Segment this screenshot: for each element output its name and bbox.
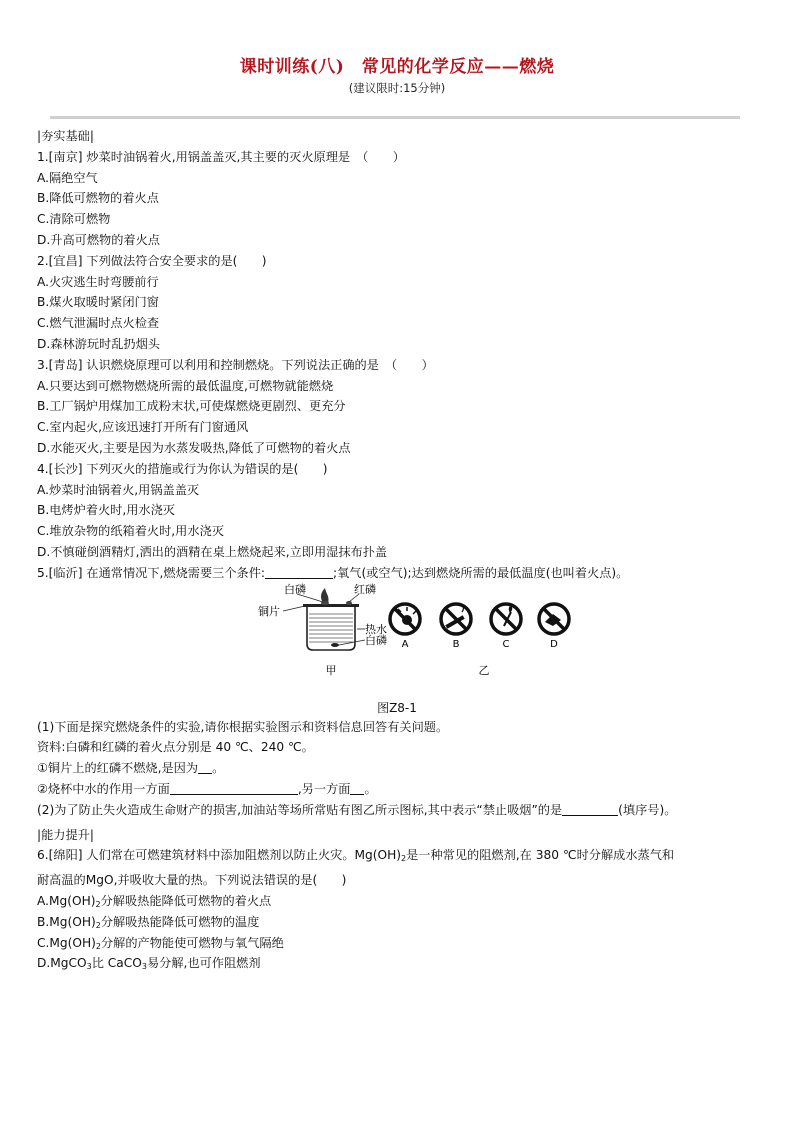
q4-option-a: A.炒菜时油锅着火,用锅盖盖灭 (37, 482, 200, 497)
q3-option-b: B.工厂锅炉用煤加工成粉末状,可使煤燃烧更剧烈、更充分 (37, 399, 346, 414)
header-divider (50, 116, 740, 119)
q2-option-b: B.煤火取暖时紧闭门窗 (37, 295, 159, 310)
icon-letter-c: C (502, 638, 510, 650)
submerged-white-phosphorus (331, 643, 339, 647)
page-title: 课时训练(八) 常见的化学反应——燃烧 (239, 57, 555, 77)
q1-option-a: A.隔绝空气 (37, 170, 98, 185)
q6-option-b: $B.Mg(OH)_2$分解吸热能降低可燃物的温度 (37, 914, 260, 930)
question-body (37, 126, 757, 974)
q5-stem (37, 563, 757, 584)
icon-letter-d: D (550, 638, 558, 650)
label-white-phosphorus-top: 白磷 (284, 582, 306, 596)
q1-option-b: B.降低可燃物的着火点 (37, 191, 159, 206)
label-jia: 甲 (325, 663, 337, 677)
q5-stem-start: 5.[临沂] 在通常情况下,燃烧需要三个条件: (37, 565, 265, 580)
q3-option-a: A.只要达到可燃物燃烧所需的最低温度,可燃物就能燃烧 (37, 378, 334, 393)
q1-option-d: D.升高可燃物的着火点 (37, 232, 160, 247)
q3-option-d: D.水能灭火,主要是因为水蒸发吸热,降低了可燃物的着火点 (37, 440, 351, 455)
q1-stem: 1.[南京] 炒菜时油锅着火,用锅盖盖灭,其主要的灭火原理是 （ ） (37, 149, 405, 164)
label-red-phosphorus: 红磷 (354, 582, 376, 596)
figure-z8-1 (37, 584, 757, 717)
q5-part2-blank[interactable] (562, 801, 618, 816)
q5-sub2-blank-1[interactable] (170, 780, 298, 795)
hot-water (309, 614, 353, 642)
q4-option-d: D.不慎碰倒酒精灯,洒出的酒精在桌上燃烧起来,立即用湿抹布扑盖 (37, 544, 388, 559)
label-copper-sheet: 铜片 (258, 604, 280, 618)
q4-stem: 4.[长沙] 下列灭火的措施或行为你认为错误的是( ) (37, 461, 328, 476)
time-limit-note: (建议限时:15分钟) (348, 81, 446, 95)
q5-sub2: ②烧杯中水的作用一方面 ,另一方面 。 (37, 781, 377, 796)
icon-letter-b: B (452, 638, 460, 650)
q5-info: 资料:白磷和红磷的着火点分别是 40 ℃、240 ℃。 (37, 740, 314, 755)
section-advanced-label: |能力提升| (37, 827, 94, 842)
icon-letter-a: A (401, 638, 409, 650)
combustion-experiment-figure (255, 582, 558, 694)
q2-option-c: C.燃气泄漏时点火检查 (37, 316, 160, 331)
no-smoking-icon (441, 604, 471, 634)
q2-stem: 2.[宜昌] 下列做法符合安全要求的是( ) (37, 253, 267, 268)
q4-option-c: C.堆放杂物的纸箱着火时,用水浇灭 (37, 524, 224, 539)
q2-option-d: D.森林游玩时乱扔烟头 (37, 336, 160, 351)
figure-caption: 图Z8-1 (377, 700, 417, 715)
no-burning-icon (539, 604, 569, 634)
q5-part2: (2)为了防止失火造成生命财产的损害,加油站等场所常贴有图乙所示图标,其中表示“禁止吸烟”的是 (填序号)。 (37, 802, 677, 817)
q6-option-a: $A.Mg(OH)_2$分解吸热能降低可燃物的着火点 (37, 893, 272, 909)
q5-answer-blank[interactable] (265, 564, 333, 579)
no-open-flame-icon (491, 604, 521, 634)
q6-option-c: $C.Mg(OH)_2$分解的产物能使可燃物与氧气隔绝 (37, 935, 284, 951)
q6-option-d: D.MgCO$_3$比 CaCO$_3$易分解,也可作阻燃剂 (37, 956, 261, 972)
label-white-phosphorus-bottom: 白磷 (365, 633, 387, 647)
q3-option-c: C.室内起火,应该迅速打开所有门窗通风 (37, 420, 249, 435)
q3-stem: 3.[青岛] 认识燃烧原理可以利用和控制燃烧。下列说法正确的是 （ ） (37, 357, 434, 372)
q2-option-a: A.火灾逃生时弯腰前行 (37, 274, 159, 289)
label-hot-water: 热水 (365, 622, 387, 636)
section-basic-label: |夯实基础| (37, 129, 94, 143)
q5-sub1: ①铜片上的红磷不燃烧,是因为 。 (37, 761, 225, 776)
label-yi: 乙 (478, 663, 490, 677)
q1-option-c: C.清除可燃物 (37, 212, 111, 227)
q5-part1: (1)下面是探究燃烧条件的实验,请你根据实验图示和资料信息回答有关问题。 (37, 719, 449, 734)
q5-stem-end: ;氧气(或空气);达到燃烧所需的最低温度(也叫着火点)。 (333, 565, 629, 580)
q4-option-b: B.电烤炉着火时,用水浇灭 (37, 503, 175, 518)
no-fireworks-icon (390, 604, 420, 634)
q5-sub1-blank[interactable] (198, 759, 212, 774)
q6-stem: 6.[绵阳] 人们常在可燃建筑材料中添加阻燃剂以防止火灾。$Mg(OH)_2$是一种常见的阻燃剂,在 380 ℃时分解成水蒸气和 耐高温的MgO,并吸收大量的热。下列说法错误的是( ) (37, 848, 675, 888)
q5-sub2-blank-2[interactable] (350, 780, 364, 795)
